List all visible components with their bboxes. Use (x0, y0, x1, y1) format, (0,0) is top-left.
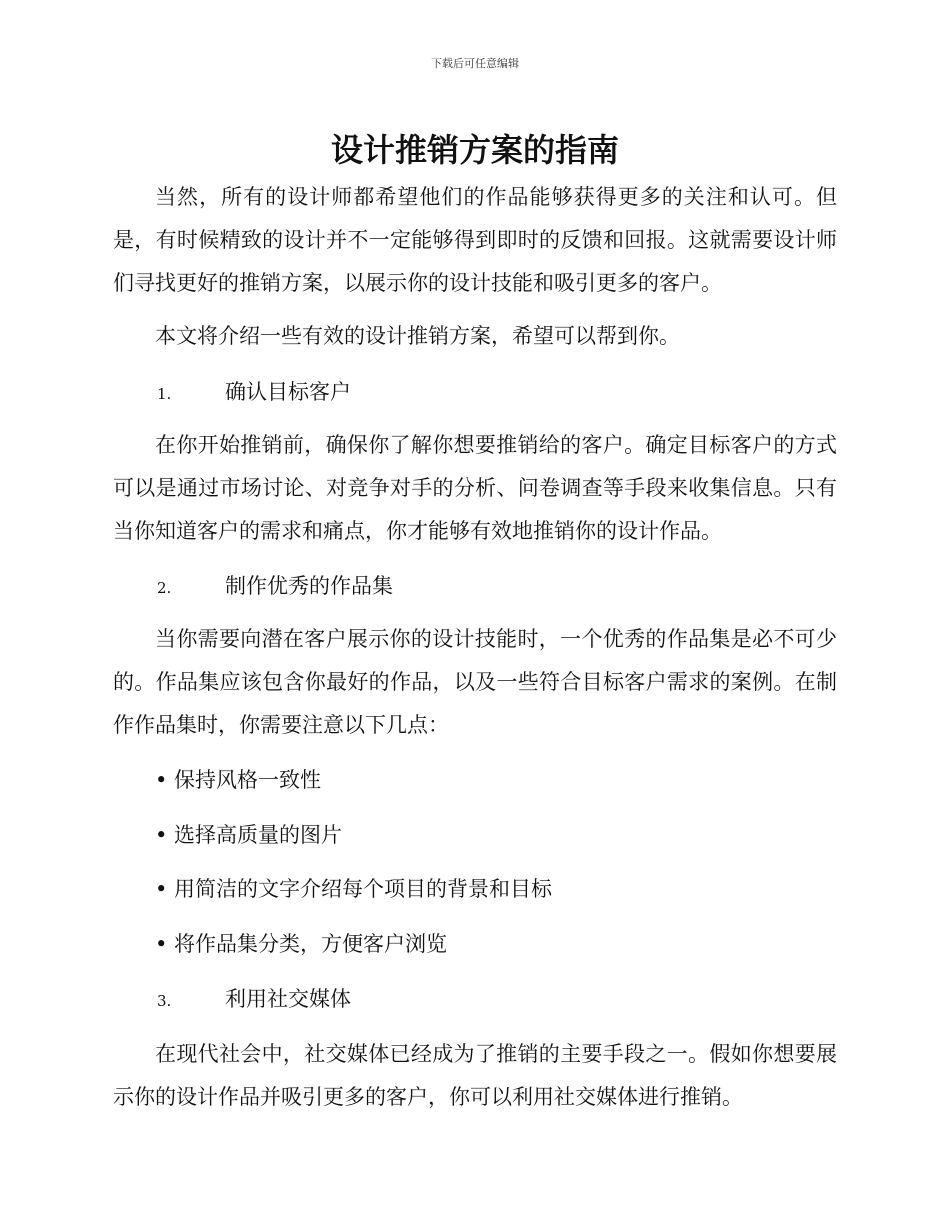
header-note: 下载后可任意编辑 (431, 57, 519, 70)
section-number: 3. (157, 992, 172, 1010)
section-heading-3 (113, 984, 837, 1016)
section-heading-1 (113, 377, 837, 409)
section-label: 制作优秀的作品集 (225, 574, 393, 598)
bullet-item: • 保持风格一致性 (155, 768, 322, 792)
section-label: 确认目标客户 (225, 380, 351, 404)
intro2-paragraph: 本文将介绍一些有效的设计推销方案，希望可以帮到你。 (155, 324, 680, 348)
bullet-item: • 选择高质量的图片 (155, 823, 343, 847)
section-label: 利用社交媒体 (225, 987, 351, 1011)
section3-paragraph: 在现代社会中，社交媒体已经成为了推销的主要手段之一。假如你想要展示你的设计作品并吸引更多的客户，你可以利用社交媒体进行推销。 (113, 1042, 837, 1109)
bullet-item: • 用简洁的文字介绍每个项目的背景和目标 (155, 877, 553, 901)
intro-paragraph: 当然，所有的设计师都希望他们的作品能够获得更多的关注和认可。但是，有时候精致的设计并不一定能够得到即时的反馈和回报。这就需要设计师们寻找更好的推销方案，以展示你的设计技能和吸引更多的客户。 (113, 185, 837, 295)
section1-paragraph: 在你开始推销前，确保你了解你想要推销给的客户。确定目标客户的方式可以是通过市场讨论、对竞争对手的分析、问卷调查等手段来收集信息。只有当你知道客户的需求和痛点，你才能够有效地推销你的设计作品。 (113, 433, 837, 543)
section-number: 2. (157, 579, 172, 597)
bullet-item: • 将作品集分类，方便客户浏览 (155, 932, 448, 956)
section-number: 1. (157, 385, 172, 403)
section-heading-2 (113, 571, 837, 603)
section2-paragraph: 当你需要向潜在客户展示你的设计技能时，一个优秀的作品集是必不可少的。作品集应该包含你最好的作品，以及一些符合目标客户需求的案例。在制作作品集时，你需要注意以下几点： (113, 627, 837, 737)
document-title: 设计推销方案的指南 (330, 131, 619, 169)
